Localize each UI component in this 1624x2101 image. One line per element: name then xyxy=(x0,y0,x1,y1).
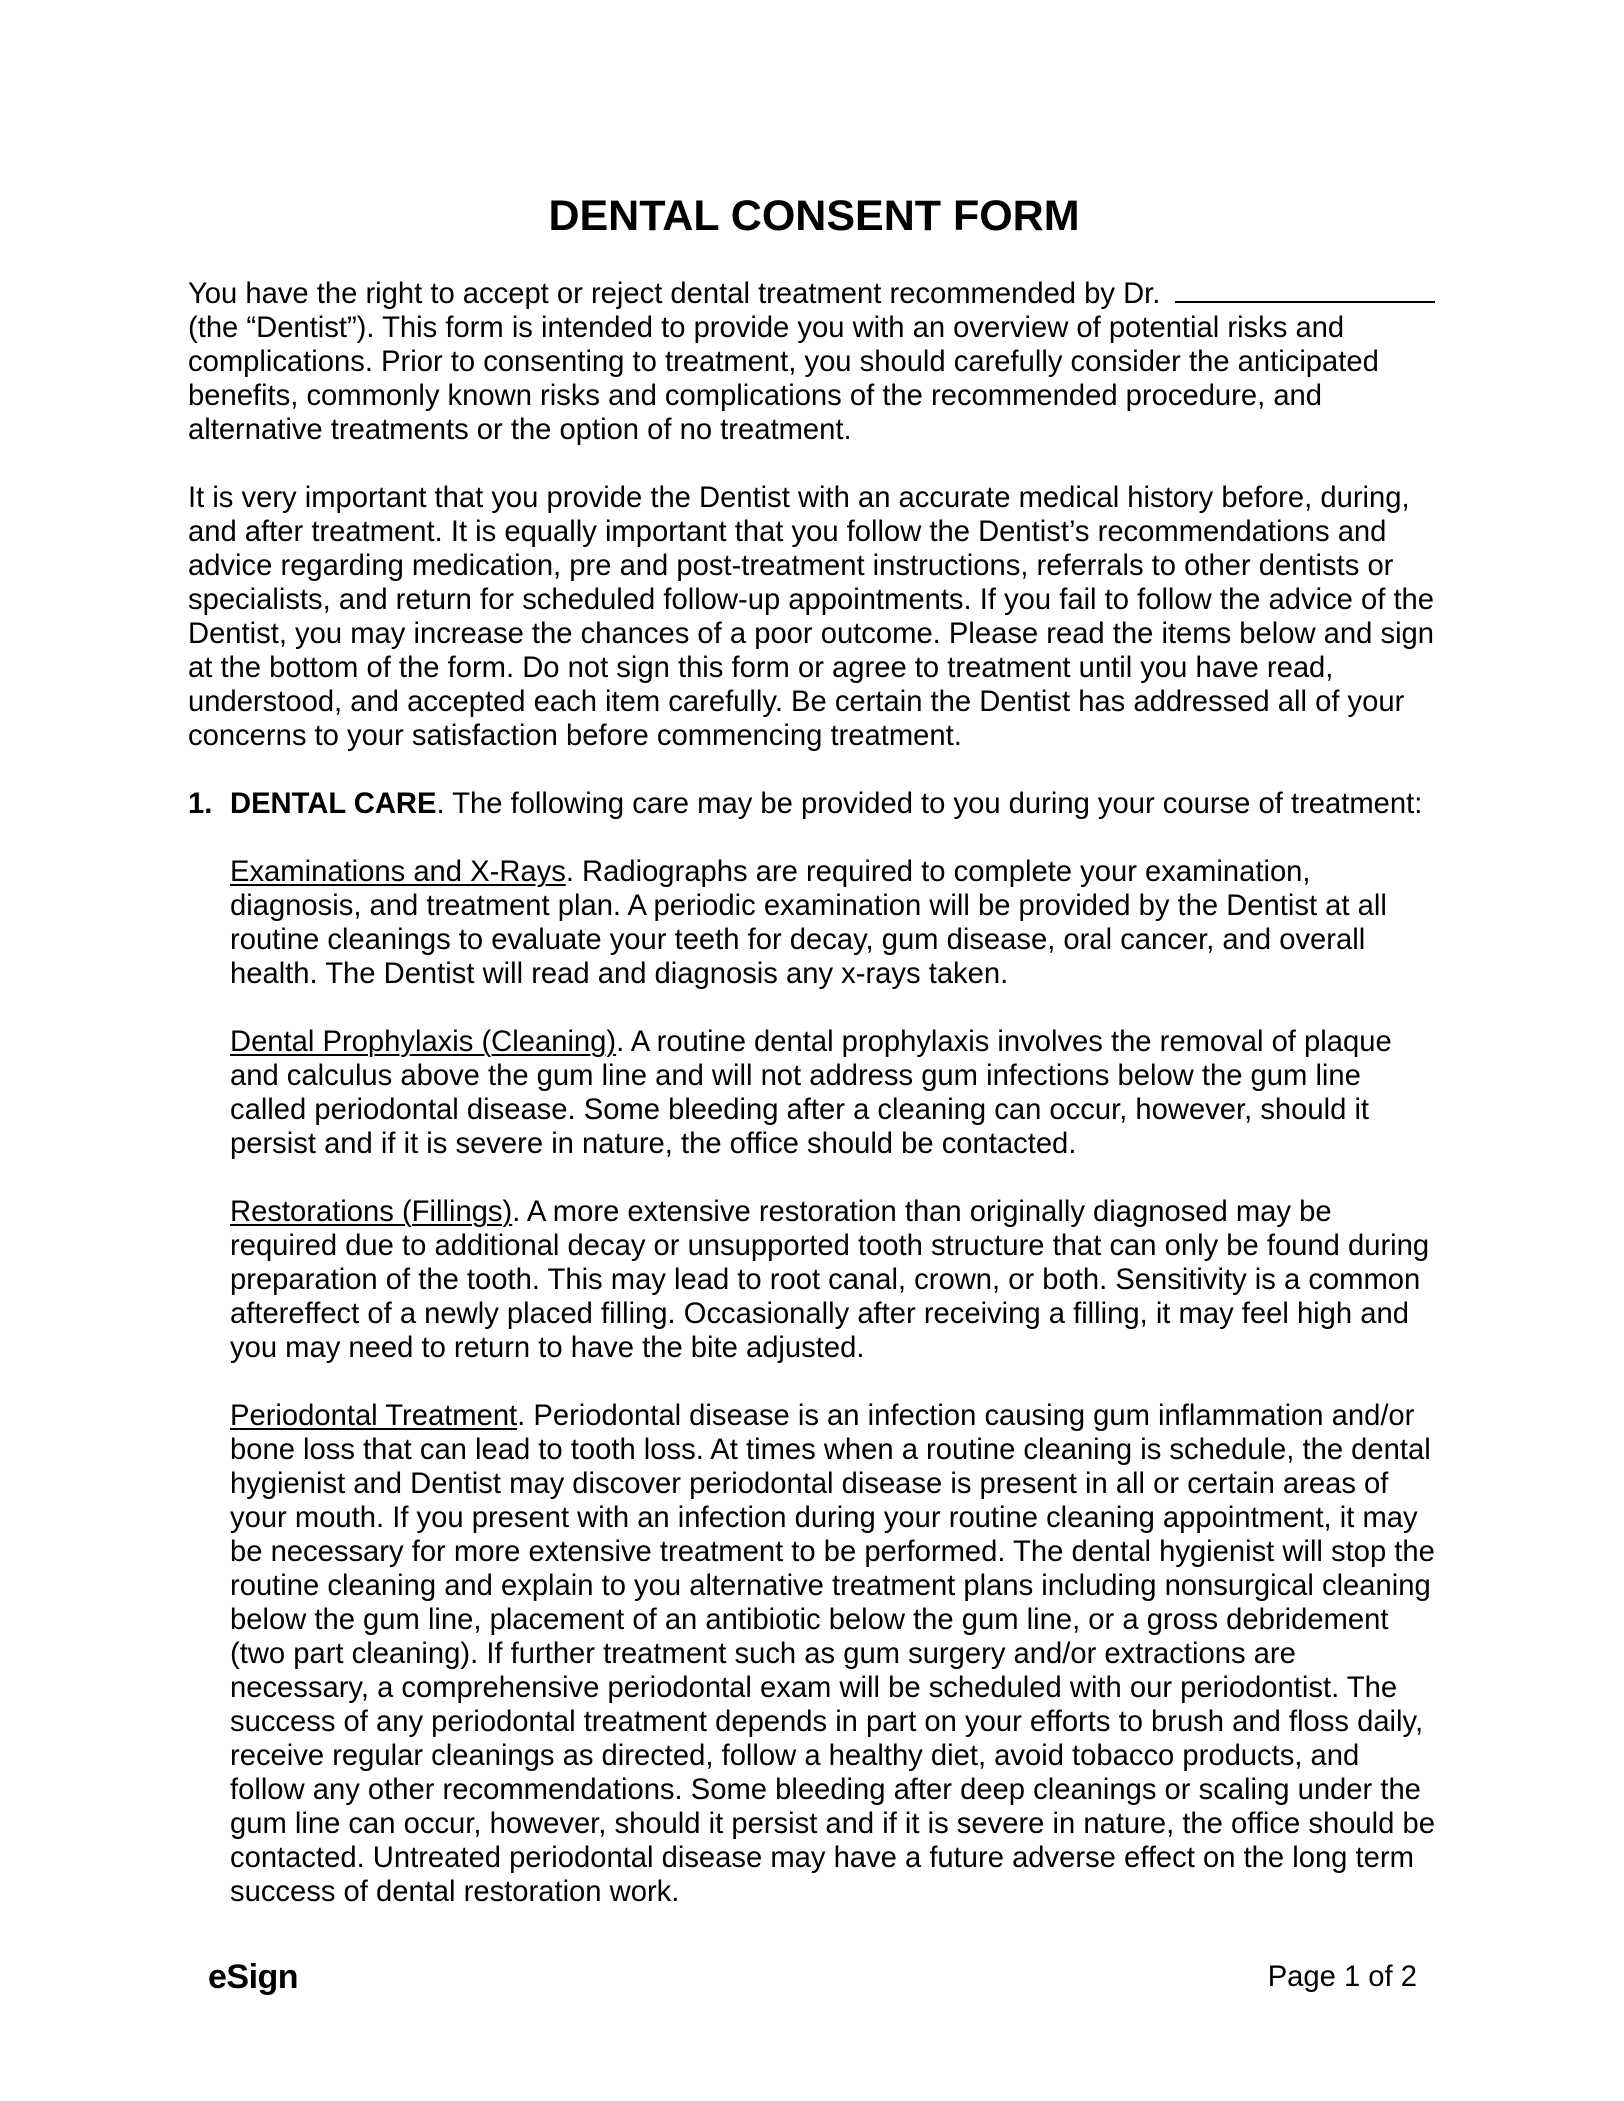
care-item-restorations-lead: Restorations (Fillings) xyxy=(230,1196,513,1228)
document-content xyxy=(188,188,1440,1943)
care-item-restorations-body: . A more extensive restoration than originally diagnosed may be required due to additional decay or unsupported tooth structure that can only be found during preparation of the tooth. This may lead to root canal, crown, or both. Sensitivity is a common aftereffect of a newly placed filling. Occasionally after receiving a filling, it may feel high and you may need to return to have the bite adjusted. xyxy=(230,1196,1430,1364)
care-item-examinations-body: . Radiographs are required to complete your examination, diagnosis, and treatment plan. A periodic examination will be provided by the Dentist at all routine cleanings to evaluate your teeth for decay, gum disease, oral cancer, and overall health. The Dentist will read and diagnosis any x-rays taken. xyxy=(230,856,1387,990)
care-item-periodontal-body: . Periodontal disease is an infection causing gum inflammation and/or bone loss that can lead to tooth loss. At times when a routine cleaning is schedule, the dental hygienist and Dentist may discover periodontal disease is present in all or certain areas of your mouth. If you present with an infection during your routine cleaning appointment, it may be necessary for more extensive treatment to be performed. The dental hygienist will stop the routine cleaning and explain to you alternative treatment plans including nonsurgical cleaning below the gum line, placement of an antibiotic below the gum line, or a gross debridement (two part cleaning). If further treatment such as gum surgery and/or extractions are necessary, a comprehensive periodontal exam will be scheduled with our periodontist. The success of any periodontal treatment depends in part on your efforts to brush and floss daily, receive regular cleanings as directed, follow a healthy diet, avoid tobacco products, and follow any other recommendations. Some bleeding after deep cleanings or scaling under the gum line can occur, however, should it persist and if it is severe in nature, the office should be contacted. Untreated periodontal disease may have a future adverse effect on the long term success of dental restoration work. xyxy=(230,1400,1435,1908)
section-1-heading-line xyxy=(230,787,1422,821)
section-1-number: 1. xyxy=(188,788,213,820)
section-1-dental-care xyxy=(188,787,1440,821)
medical-history-paragraph: It is very important that you provide the Dentist with an accurate medical history before, during, and after treatment. It is equally important that you follow the Dentist’s recommendations and advice regarding medication, pre and post-treatment instructions, referrals to other dentists or specialists, and return for scheduled follow-up appointments. If you fail to follow the advice of the Dentist, you may increase the chances of a poor outcome. Please read the items below and sign at the bottom of the form. Do not sign this form or agree to treatment until you have read, understood, and accepted each item carefully. Be certain the Dentist has addressed all of your concerns to your satisfaction before commencing treatment. xyxy=(188,482,1435,752)
care-item-periodontal-lead: Periodontal Treatment xyxy=(230,1400,518,1432)
care-item-examinations xyxy=(230,855,1440,991)
care-item-cleaning-lead: Dental Prophylaxis (Cleaning) xyxy=(230,1026,617,1058)
care-item-examinations-lead: Examinations and X-Rays xyxy=(230,856,566,888)
page-number-label: Page 1 of 2 xyxy=(1267,1961,1417,1993)
esign-logo: eSign xyxy=(208,1958,299,1996)
section-1-heading-rest: . The following care may be provided to you during your course of treatment: xyxy=(436,788,1423,820)
care-item-cleaning xyxy=(230,1025,1440,1161)
intro-paragraph xyxy=(188,277,1440,447)
page-footer xyxy=(208,1958,1417,1996)
page-title: DENTAL CONSENT FORM xyxy=(548,192,1080,240)
care-item-cleaning-body: . A routine dental prophylaxis involves the removal of plaque and calculus above the gum line and will not address gum infections below the gum line called periodontal disease. Some bleeding after a cleaning can occur, however, should it persist and if it is severe in nature, the office should be contacted. xyxy=(230,1026,1392,1160)
section-1-heading: DENTAL CARE xyxy=(230,788,437,820)
care-item-periodontal xyxy=(230,1399,1440,1909)
intro-text-before-blank: You have the right to accept or reject dental treatment recommended by Dr. xyxy=(188,278,1161,310)
care-item-restorations xyxy=(230,1195,1440,1365)
dentist-name-blank-field[interactable] xyxy=(1175,299,1435,303)
intro-text-after-blank: (the “Dentist”). This form is intended to provide you with an overview of potential risks and complications. Prior to consenting to treatment, you should carefully consider the anticipated benefits, commonly known risks and complications of the recommended procedure, and alternative treatments or the option of no treatment. xyxy=(188,312,1379,446)
